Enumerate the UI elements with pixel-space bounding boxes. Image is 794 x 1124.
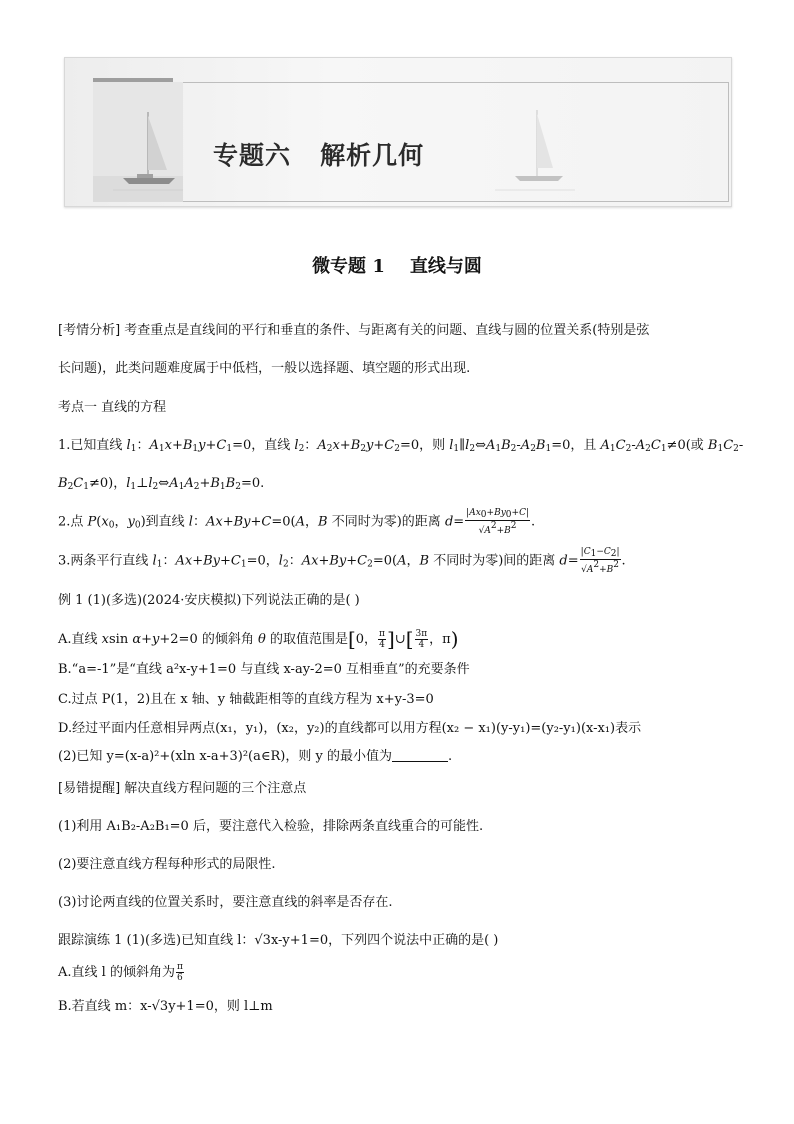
sailboat-left-image [93, 82, 183, 202]
distance-fraction: $\frac{|Ax0+By0+C|}{√A2+B2}$ [466, 508, 529, 536]
answer-blank [392, 749, 448, 762]
example-1-option-a: A.直线 xsin α+y+2=0 的倾斜角 θ 的取值范围是[0， $\frac{\pi}{4}$ ]∪[ $\frac{3\pi}{4}$ ，π) [58, 627, 459, 651]
analysis-text-1: 考查重点是直线间的平行和垂直的条件、与距离有关的问题、直线与圆的位置关系(特别是弦 [120, 323, 650, 338]
point-heading: 考点一 直线的方程 [58, 400, 167, 415]
example-1-option-b: B.“a=-1”是“直线 a²x-y+1=0 与直线 x-ay-2=0 互相垂直”的充要条件 [58, 662, 470, 677]
analysis-text-2: 长问题)，此类问题难度属于中低档，一般以选择题、填空题的形式出现. [58, 361, 471, 376]
chapter-banner [64, 57, 732, 207]
page-title: 微专题 1 直线与圆 [312, 256, 482, 277]
sailboat-right-image [485, 82, 575, 202]
chapter-title: 专题六 解析几何 [213, 141, 425, 170]
pitfall-point-1: (1)利用 A₁B₂-A₂B₁=0 后，要注意代入检验，排除两条直线重合的可能性. [58, 819, 484, 834]
item-3: 3.两条平行直线 $l_1$：$Ax+By+C_1=0$，$l_2$：$Ax+By+C_2=0(A$，B 不同时为零)间的距离 d= $\frac{|C1-C2|}{√A2+B2}$ . [58, 547, 626, 575]
pitfall-point-3: (3)讨论两直线的位置关系时，要注意直线的斜率是否存在. [58, 895, 393, 910]
practice-1-option-b: B.若直线 m：x-√3y+1=0，则 l⊥m [58, 999, 273, 1014]
analysis-line-1 [58, 319, 649, 338]
practice-1-option-a: A.直线 l 的倾斜角为 $\frac{\pi}{6}$ [58, 962, 183, 983]
example-1-question-2: (2)已知 y=(x-a)²+(xln x-a+3)²(a∈R)，则 y 的最小值为 . [58, 749, 453, 764]
practice-1-stem: 跟踪演练 1 (1)(多选)已知直线 l：√3x-y+1=0，下列四个说法中正确的是( ) [58, 933, 499, 948]
example-1-option-d: D.经过平面内任意相异两点(x₁，y₁)，(x₂，y₂)的直线都可以用方程(x₂ − x₁)(y-y₁)=(y₂-y₁)(x-x₁)表示 [58, 721, 642, 736]
example-1-stem: 例 1 (1)(多选)(2024·安庆模拟)下列说法正确的是( ) [58, 593, 360, 608]
item-2: 2.点 $P(x_0$，$y_0$)到直线 l：Ax+By+C=0(A，B 不同时为零)的距离 d= $\frac{|Ax0+By0+C|}{√A2+B2}$ . [58, 508, 536, 536]
example-1-option-c: C.过点 P(1，2)且在 x 轴、y 轴截距相等的直线方程为 x+y-3=0 [58, 692, 434, 707]
item-1-line-1: 1.已知直线 $l_1$：$A_1x+B_1y+C_1=0$，直线 $l_2$：$A_2x+B_2y+C_2=0$，则 $l_1\parallel l_2\Leftrightarrow A_1B_2-A_2B_1=0$，且 $A_1C_2-A_2C_1\ne 0$(或 $B_1C_2-$ [58, 438, 744, 454]
item-1-line-2: $B_2C_1\ne 0$)，$l_1\perp l_2\Leftrightarrow A_1A_2+B_1B_2=0$. [58, 476, 265, 492]
pitfall-point-2: (2)要注意直线方程每种形式的局限性. [58, 857, 276, 872]
pitfall-heading: [易错提醒] 解决直线方程问题的三个注意点 [58, 781, 307, 796]
parallel-distance-fraction: $\frac{|C1-C2|}{√A2+B2}$ [580, 547, 620, 575]
analysis-label: [考情分析] [58, 323, 121, 338]
